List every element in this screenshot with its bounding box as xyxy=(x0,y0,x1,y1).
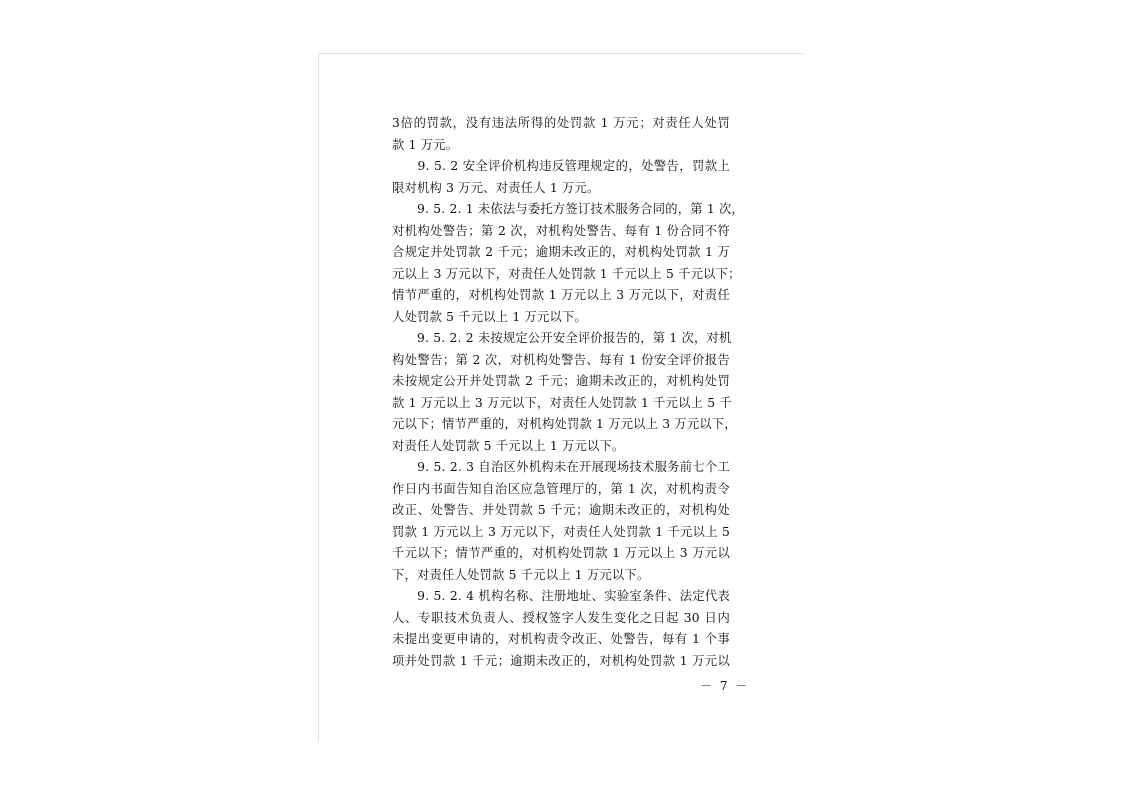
text-line: 对责任人处罚款 5 千元以上 1 万元以下。 xyxy=(392,438,625,453)
text-line: 9. 5. 2. 1 未依法与委托方签订技术服务合同的，第 1 次， xyxy=(392,202,745,216)
text-line: 合规定并处罚款 2 千元；逾期未改正的，对机构处罚款 1 万 xyxy=(392,245,730,259)
page-top-edge xyxy=(318,53,804,54)
paragraph xyxy=(392,113,730,156)
text-line: 人处罚款 5 千元以上 1 万元以下。 xyxy=(392,309,587,324)
text-line: 罚款 1 万元以上 3 万元以下，对责任人处罚款 1 千元以上 5 xyxy=(392,524,730,539)
paragraph xyxy=(392,586,730,672)
text-line: 下，对责任人处罚款 5 千元以上 1 万元以下。 xyxy=(392,567,650,582)
paragraph xyxy=(392,199,745,328)
text-line: 作日内书面告知自治区应急管理厅的，第 1 次，对机构责令 xyxy=(392,481,730,496)
text-line: 未按规定公开并处罚款 2 千元；逾期未改正的，对机构处罚 xyxy=(392,374,730,388)
paragraph xyxy=(392,457,730,586)
page-number: － 7 － xyxy=(700,679,750,693)
text-line: 9. 5. 2. 3 自治区外机构未在开展现场技术服务前七个工 xyxy=(392,460,730,474)
paragraph xyxy=(392,328,737,457)
text-line: 对机构处警告；第 2 次，对机构处警告、每有 1 份合同不符 xyxy=(392,223,730,238)
text-line: 情节严重的，对机构处罚款 1 万元以上 3 万元以下，对责任 xyxy=(392,288,730,302)
text-line: 改正、处警告、并处罚款 5 千元；逾期未改正的，对机构处 xyxy=(392,503,730,517)
text-line: 元以下；情节严重的，对机构处罚款 1 万元以上 3 万元以下， xyxy=(392,417,737,431)
text-line: 构处警告；第 2 次，对机构处警告、每有 1 份安全评价报告 xyxy=(392,352,730,367)
text-line: 款 1 万元以上 3 万元以下，对责任人处罚款 1 千元以上 5 千 xyxy=(392,395,732,410)
text-line: 人、专职技术负责人、授权签字人发生变化之日起 30 日内 xyxy=(392,610,730,625)
text-line: 千元以下；情节严重的，对机构处罚款 1 万元以上 3 万元以 xyxy=(392,546,730,560)
text-line: 9. 5. 2. 2 未按规定公开安全评价报告的，第 1 次，对机 xyxy=(392,331,732,345)
text-line: 项并处罚款 1 千元；逾期未改正的，对机构处罚款 1 万元以 xyxy=(392,653,730,668)
page-left-edge xyxy=(318,53,319,741)
text-line: 款 1 万元。 xyxy=(392,137,459,152)
text-line: 未提出变更申请的，对机构责令改正、处警告，每有 1 个事 xyxy=(392,632,730,646)
text-line: 3倍的罚款，没有违法所得的处罚款 1 万元；对责任人处罚 xyxy=(392,116,730,130)
text-line: 元以上 3 万元以下，对责任人处罚款 1 千元以上 5 千元以下； xyxy=(392,266,741,281)
text-line: 9. 5. 2 安全评价机构违反管理规定的，处警告，罚款上 xyxy=(392,159,730,173)
text-line: 9. 5. 2. 4 机构名称、注册地址、实验室条件、法定代表 xyxy=(392,589,730,603)
document-body xyxy=(392,113,745,672)
paragraph xyxy=(392,156,730,199)
text-line: 限对机构 3 万元、对责任人 1 万元。 xyxy=(392,180,600,195)
